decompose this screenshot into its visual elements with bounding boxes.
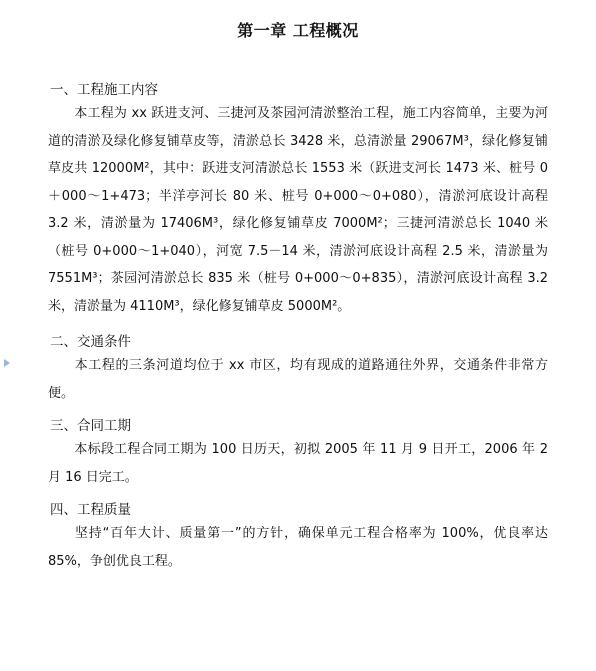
section-paragraph-2 [48,352,548,407]
section-paragraph-1 [48,100,548,320]
section-heading-2: 二、交通条件 [50,334,131,350]
section-paragraph-4-text: 坚持“百年大计、质量第一”的方针，确保单元工程合格率为 100%，优良率达 85%，争创优良工程。 [48,526,548,569]
paragraph-marker-icon [2,357,12,369]
section-paragraph-2-text: 本工程的三条河道均位于 xx 市区，均有现成的道路通往外界，交通条件非常方便。 [48,358,548,401]
section-paragraph-1-text: 本工程为 xx 跃进支河、三捷河及茶园河清淤整治工程，施工内容简单，主要为河道的清淤及绿化修复铺草皮等，清淤总长 3428 米，总清淤量 29067M³，绿化修复铺草皮共 12000M²，其中：跃进支河清淤总长 1553 米（跃进支河长 1473 米、桩号 0＋000～1+473；半洋亭河长 80 米、桩号 0+000～0+080），清淤河底设计高程 3.2 米，清淤量为 17406M³，绿化修复铺草皮 7000M²；三捷河清淤总长 1040 米（桩号 0+000～1+040），河宽 7.5－14 米，清淤河底设计高程 2.5 米，清淤量为 7551M³；茶园河清淤总长 835 米（桩号 0+000～0+835），清淤河底设计高程 3.2 米，清淤量为 4110M³，绿化修复铺草皮 5000M²。 [48,106,548,314]
section-heading-1: 一、工程施工内容 [50,82,158,98]
section-paragraph-4 [48,520,548,575]
section-paragraph-3-text: 本标段工程合同工期为 100 日历天，初拟 2005 年 11 月 9 日开工，2006 年 2 月 16 日完工。 [48,442,548,485]
section-heading-4: 四、工程质量 [50,502,131,518]
chapter-title: 第一章 工程概况 [237,21,359,40]
section-paragraph-3 [48,436,548,491]
section-heading-3: 三、合同工期 [50,418,131,434]
